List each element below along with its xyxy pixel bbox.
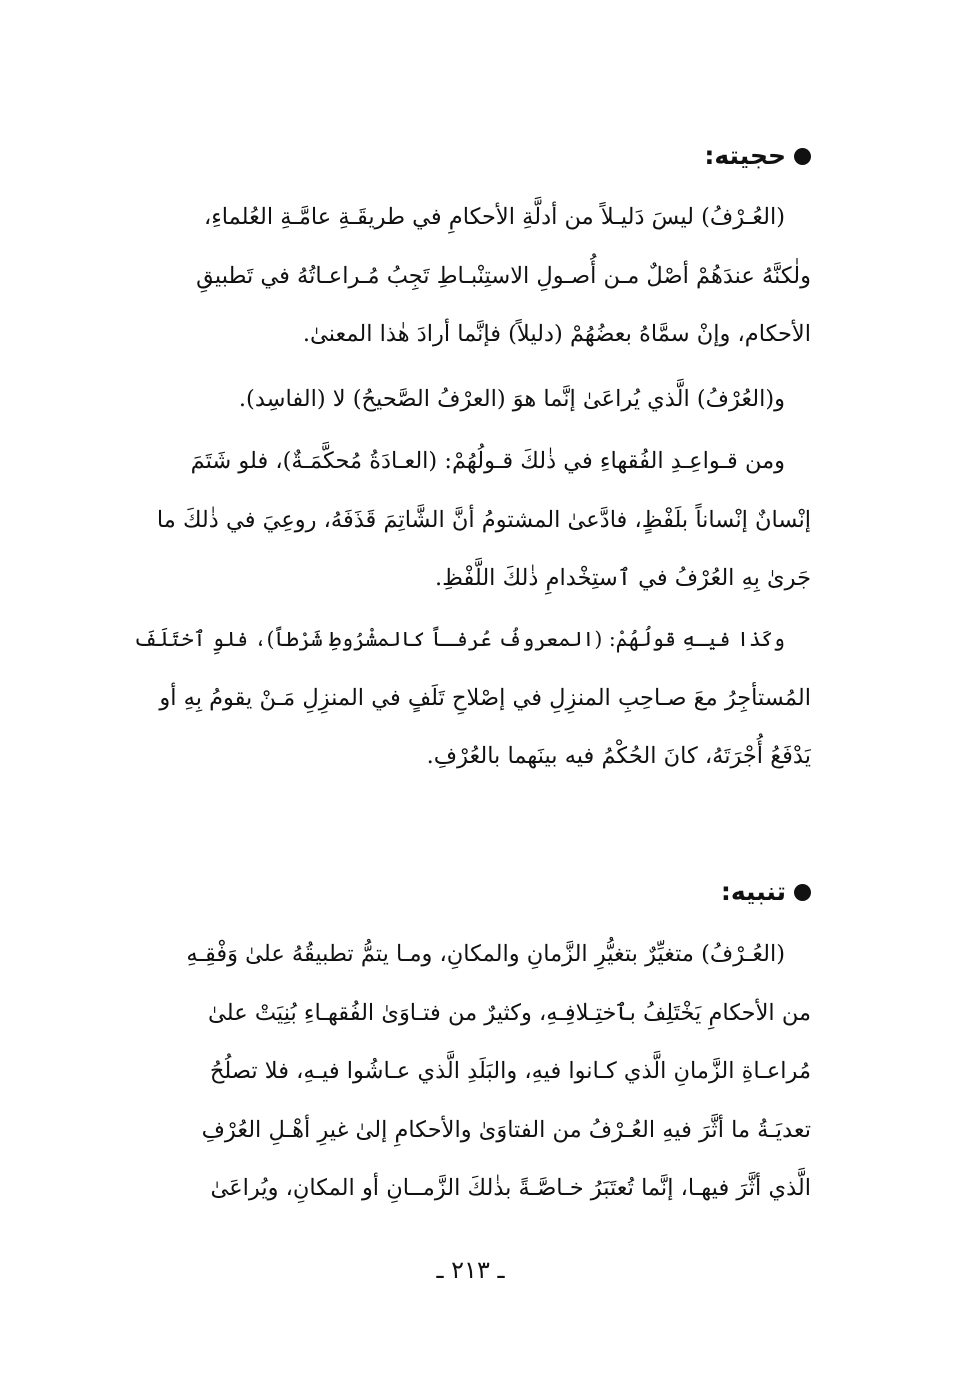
section-heading-text: حجيته: (704, 141, 786, 170)
paragraph-custom-is-arbiter (130, 432, 811, 608)
section-heading-tanbih (721, 872, 811, 912)
paragraph-urf-changes (130, 925, 811, 1218)
text-line: تعديَـةُ ما أثَّرَ فيهِ العُـرْفُ من الفتاوَىٰ والأحكامِ إلىٰ غيرِ أهْـلِ العُرْفِ (201, 1116, 811, 1143)
text-line: المُستأجِرُ معَ صـاحِبِ المنزِلِ في إصْلاحِ تَلَفٍ في المنزِلِ مَـنْ يقومُ بِهِ أو (159, 684, 811, 711)
text-line: الَّذي أثَّرَ فيهـا، إنَّما تُعتَبَرُ خـاصَّـةً بذٰلكَ الزَّمــانِ أو المكانِ، ويُراعَىٰ (210, 1175, 811, 1201)
text-line: (العُـرْفُ) ليسَ دَليـلاً من أدلَّةِ الأحكامِ في طريقَـةِ عامَّـةِ العُلماءِ، (203, 204, 785, 230)
text-line: وكَذا فيـهِ قولُهُمْ: (المعروفُ عُرفـاً كالمشْرُوطِ شَرْطاً)، فلوِ ٱختَلَفَ (133, 627, 785, 651)
text-line: (العُـرْفُ) متغيِّرٌ بتغيُّرِ الزَّمانِ والمكانِ، ومـا يتمُّ تطبيقُهُ علىٰ وَفْقِـهِ (186, 941, 785, 967)
text-line: ومن قـواعِـدِ الفُقهاءِ في ذٰلكَ قـولُهُمْ: (العـادَةُ مُحكَّمَـةٌ)، فلو شَتَمَ (190, 448, 785, 474)
paragraph-valid-urf (130, 370, 811, 429)
bullet-icon (794, 884, 811, 901)
text-line: يَدْفَعُ أُجْرَتَهُ، كانَ الحُكْمُ فيه بينَهما بالعُرْفِ. (426, 743, 811, 769)
text-line: مُراعـاةِ الزَّمانِ الَّذي كـانوا فيهِ، والبَلَدِ الَّذي عـاشُوا فيـهِ، فلا تصلُحُ (209, 1058, 811, 1084)
text-line: و(العُرْفُ) الَّذي يُراعَىٰ إنَّما هوَ (العرْفُ الصَّحيحُ) لا (الفاسِد). (238, 386, 785, 412)
paragraph-urf-not-evidence (130, 188, 811, 364)
text-line: ولٰكنَّهُ عندَهُمْ أصْلٌ مـن أُصـولِ الاستِنْبـاطِ تَجِبُ مُـراعـاتُهُ في تَطبيقِ (196, 262, 811, 289)
text-line: إنْسانٌ إنْساناً بلَفْظٍ، فادَّعىٰ المشتومُ أنَّ الشَّاتِمَ قَذَفَهُ، روعِيَ في ذٰلكَ ما (156, 506, 811, 533)
page-number: ـ ٢١٣ ـ (436, 1256, 505, 1284)
paragraph-customary-as-stipulated (130, 610, 811, 786)
section-heading-text: تنبيه: (720, 877, 786, 906)
document-page (130, 0, 811, 1378)
text-line: جَرىٰ بِهِ العُرْفُ في ٱستِخْدامِ ذٰلكَ اللَّفْظِ. (434, 565, 811, 591)
bullet-icon (794, 148, 811, 165)
text-line: الأحكام، وإنْ سمَّاهُ بعضُهُمْ (دليلاً) فإنَّما أرادَ هٰذا المعنىٰ. (302, 321, 811, 347)
text-line: من الأحكامِ يَخْتَلِفُ بٱختِـلافِـهِ، وكثيرٌ من فتـاوَىٰ الفُقهـاءِ بُنِيَتْ علىٰ (208, 999, 811, 1026)
section-heading-hujjiyyah (704, 136, 811, 176)
